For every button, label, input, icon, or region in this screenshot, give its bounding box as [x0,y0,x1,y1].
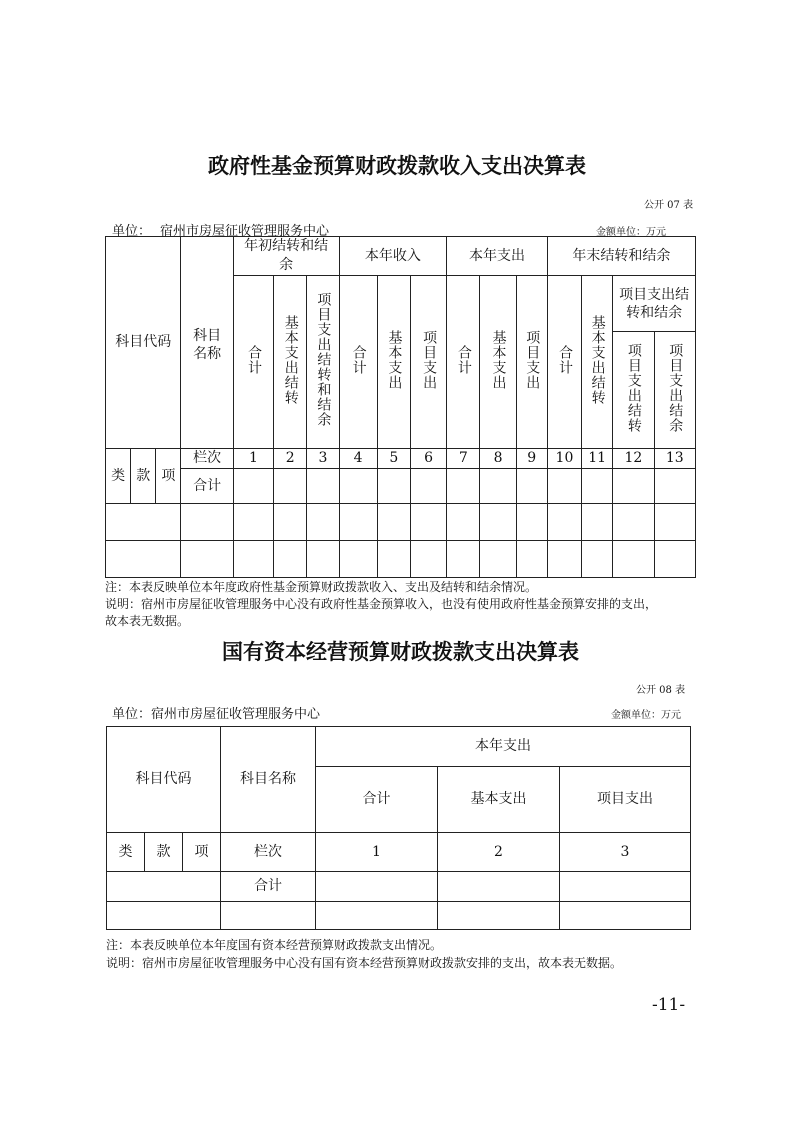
table-cell [547,541,581,578]
table-cell [560,872,691,902]
col-number: 8 [480,449,516,469]
table-cell [274,469,307,504]
t2-header-total: 合计 [316,767,438,833]
table-cell [613,541,654,578]
header-begin-project: 项目支出结转和结余 [307,276,339,449]
table-cell [106,541,181,578]
header-expense-basic: 基本支出 [480,276,516,449]
table-cell [377,541,410,578]
col-number: 10 [547,449,581,469]
header-end-project-balance: 项目支出结余 [654,332,695,449]
col-number: 1 [233,449,273,469]
t2-col-number: 3 [560,833,691,872]
table-cell [480,469,516,504]
row-label-lei: 类 [106,449,131,504]
table-cell [516,541,547,578]
table2 [106,726,691,930]
row-total-label: 合计 [181,469,233,504]
table-cell [274,504,307,541]
table2-explanation: 说明：宿州市房屋征收管理服务中心没有国有资本经营预算财政拨款安排的支出，故本表无数据。 [106,956,623,970]
table1-explanation: 说明：宿州市房屋征收管理服务中心没有政府性基金预算收入，也没有使用政府性基金预算安排的支出， [105,597,658,611]
header-expense-total: 合计 [447,276,480,449]
table-cell [221,902,316,930]
table-cell [480,504,516,541]
table-cell [410,469,446,504]
table-cell [560,902,691,930]
table2-note: 注：本表反映单位本年度国有资本经营预算财政拨款支出情况。 [106,938,443,952]
table-cell [106,504,181,541]
table2-title: 国有资本经营预算财政拨款支出决算表 [222,640,579,664]
table-cell [107,872,221,902]
header-begin-basic: 基本支出结转 [274,276,307,449]
table-cell [516,469,547,504]
col-number: 6 [410,449,446,469]
table-cell [438,872,560,902]
table-cell [613,469,654,504]
t2-col-number: 2 [438,833,560,872]
table-cell [447,504,480,541]
t2-row-total-label: 合计 [221,872,316,902]
table-cell [377,469,410,504]
header-group-ending-balance: 年末结转和结余 [547,237,695,276]
table-cell [181,504,233,541]
page-number: -11- [652,995,686,1015]
table-cell [582,504,613,541]
table-cell [377,504,410,541]
t2-header-project: 项目支出 [560,767,691,833]
table-cell [480,541,516,578]
table1-amount-unit: 金额单位：万元 [596,227,666,238]
table2-unit: 单位：宿州市房屋征收管理服务中心 [112,707,321,722]
header-group-expense: 本年支出 [447,237,548,276]
col-number: 7 [447,449,480,469]
table-cell [654,541,695,578]
table-cell [233,541,273,578]
table-cell [613,504,654,541]
table-cell [410,504,446,541]
table-cell [339,541,377,578]
col-number: 3 [307,449,339,469]
table-cell [307,504,339,541]
col-number: 4 [339,449,377,469]
table-cell [181,541,233,578]
header-expense-project: 项目支出 [516,276,547,449]
table1-explanation-cont: 故本表无数据。 [105,614,190,628]
header-group-beginning-balance: 年初结转和结余 [233,237,339,276]
table-cell [582,469,613,504]
table-cell [307,469,339,504]
table1-form-number: 公开 07 表 [644,200,694,211]
table-cell [547,504,581,541]
col-number: 2 [274,449,307,469]
header-end-basic: 基本支出结转 [582,276,613,449]
table-cell [447,541,480,578]
table-cell [316,902,438,930]
table-cell [438,902,560,930]
header-begin-total: 合计 [233,276,273,449]
t2-header-subject-code: 科目代码 [107,727,221,833]
table-cell [654,504,695,541]
table-cell [107,902,221,930]
header-subject-name: 科目名称 [181,237,233,449]
t2-header-group-expense: 本年支出 [316,727,691,767]
table-cell [339,504,377,541]
table-cell [516,504,547,541]
table1-title: 政府性基金预算财政拨款收入支出决算表 [208,154,586,178]
table-cell [447,469,480,504]
table-cell [307,541,339,578]
header-income-project: 项目支出 [410,276,446,449]
table1 [105,236,696,578]
row-label-xiang: 项 [156,449,181,504]
header-end-project-carry: 项目支出结转 [613,332,654,449]
table-cell [274,541,307,578]
col-number: 11 [582,449,613,469]
t2-header-subject-name: 科目名称 [221,727,316,833]
table2-amount-unit: 金额单位：万元 [611,710,681,721]
table-cell [339,469,377,504]
t2-header-basic: 基本支出 [438,767,560,833]
col-number: 12 [613,449,654,469]
header-subject-code: 科目代码 [106,237,181,449]
t2-row-label-kuan: 款 [145,833,183,872]
table1-unit-name: 宿州市房屋征收管理服务中心 [160,224,330,239]
row-label-kuan: 款 [131,449,156,504]
row-label-lanci: 栏次 [181,449,233,469]
table-cell [582,541,613,578]
table-cell [233,504,273,541]
header-income-total: 合计 [339,276,377,449]
col-number: 13 [654,449,695,469]
col-number: 5 [377,449,410,469]
col-number: 9 [516,449,547,469]
table-cell [410,541,446,578]
header-income-basic: 基本支出 [377,276,410,449]
t2-row-label-lei: 类 [107,833,145,872]
table-cell [547,469,581,504]
header-end-project-group: 项目支出结转和结余 [613,276,696,332]
table-cell [233,469,273,504]
t2-col-number: 1 [316,833,438,872]
header-group-income: 本年收入 [339,237,447,276]
table1-unit-label: 单位： [112,224,152,239]
table2-form-number: 公开 08 表 [636,685,686,696]
table1-note: 注：本表反映单位本年度政府性基金预算财政拨款收入、支出及结转和结余情况。 [105,580,538,594]
header-end-total: 合计 [547,276,581,449]
table-cell [316,872,438,902]
table-cell [654,469,695,504]
t2-row-label-xiang: 项 [183,833,221,872]
t2-row-label-lanci: 栏次 [221,833,316,872]
